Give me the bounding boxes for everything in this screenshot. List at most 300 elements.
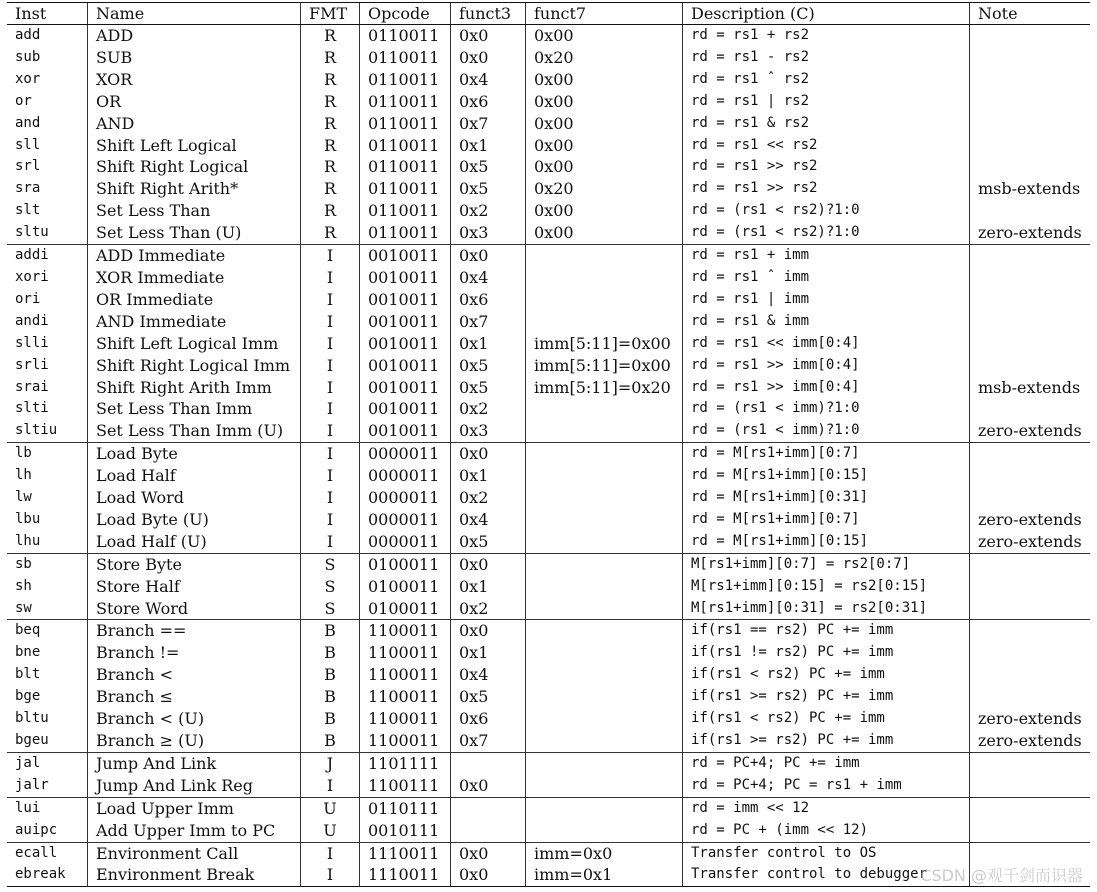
table-row — [7, 864, 1090, 886]
cell-funct3: 0x0 — [451, 775, 526, 797]
cell-funct7 — [526, 509, 683, 531]
cell-note — [970, 864, 1090, 886]
cell-description: Transfer control to OS — [683, 842, 970, 864]
cell-opcode: 0010111 — [360, 820, 451, 842]
table-row — [7, 443, 1090, 465]
cell-note — [970, 820, 1090, 842]
cell-note: zero-extends — [970, 730, 1090, 752]
cell-opcode: 1100011 — [360, 620, 451, 642]
table-row — [7, 487, 1090, 509]
cell-fmt: R — [301, 69, 360, 91]
table-row — [7, 245, 1090, 267]
cell-note — [970, 333, 1090, 355]
cell-fmt: I — [301, 333, 360, 355]
cell-inst: lh — [15, 467, 32, 484]
cell-note — [970, 576, 1090, 598]
cell-funct3: 0x0 — [451, 864, 526, 886]
cell-note — [970, 642, 1090, 664]
cell-funct7 — [526, 311, 683, 333]
cell-funct7 — [526, 267, 683, 289]
table-row — [7, 820, 1090, 842]
cell-funct3: 0x0 — [451, 245, 526, 267]
cell-note — [970, 842, 1090, 864]
cell-funct7 — [526, 245, 683, 267]
table-header-row — [7, 3, 1090, 25]
cell-name: Shift Left Logical Imm — [88, 333, 301, 355]
cell-note — [970, 156, 1090, 178]
cell-opcode: 0110011 — [360, 135, 451, 157]
table-row — [7, 620, 1090, 642]
cell-funct3: 0x6 — [451, 289, 526, 311]
cell-funct7: imm=0x0 — [526, 842, 683, 864]
cell-inst: slt — [15, 202, 41, 219]
cell-inst: ori — [15, 290, 41, 307]
table-row — [7, 398, 1090, 420]
table-row — [7, 708, 1090, 730]
cell-description: rd = (rs1 < imm)?1:0 — [683, 398, 970, 420]
cell-inst: auipc — [15, 821, 58, 838]
cell-note: zero-extends — [970, 420, 1090, 442]
cell-opcode: 0010011 — [360, 398, 451, 420]
cell-note — [970, 113, 1090, 135]
table-row — [7, 686, 1090, 708]
cell-opcode: 0100011 — [360, 598, 451, 620]
cell-fmt: U — [301, 797, 360, 819]
cell-fmt: J — [301, 752, 360, 774]
cell-funct3: 0x5 — [451, 355, 526, 377]
cell-description: rd = rs1 | imm — [683, 289, 970, 311]
cell-funct7 — [526, 752, 683, 774]
cell-funct7 — [526, 487, 683, 509]
cell-inst: sra — [15, 180, 41, 197]
cell-description: M[rs1+imm][0:31] = rs2[0:31] — [683, 598, 970, 620]
cell-fmt: I — [301, 465, 360, 487]
cell-funct7 — [526, 730, 683, 752]
cell-inst: add — [15, 27, 41, 43]
cell-description: rd = M[rs1+imm][0:15] — [683, 465, 970, 487]
cell-description: rd = M[rs1+imm][0:15] — [683, 531, 970, 553]
table-row — [7, 289, 1090, 311]
rv32i-instruction-table — [7, 2, 1090, 887]
cell-inst: jalr — [15, 776, 49, 793]
cell-name: Branch == — [88, 620, 301, 642]
cell-opcode: 0010011 — [360, 311, 451, 333]
cell-fmt: I — [301, 864, 360, 886]
cell-inst: srai — [15, 378, 49, 395]
cell-opcode: 0110111 — [360, 797, 451, 819]
cell-note: zero-extends — [970, 222, 1090, 244]
cell-funct3: 0x1 — [451, 642, 526, 664]
cell-opcode: 1100011 — [360, 642, 451, 664]
cell-note — [970, 355, 1090, 377]
cell-name: Branch ≥ (U) — [88, 730, 301, 752]
cell-inst: sub — [15, 48, 41, 65]
cell-name: ADD Immediate — [88, 245, 301, 267]
cell-note — [970, 465, 1090, 487]
cell-opcode: 1100011 — [360, 730, 451, 752]
cell-opcode: 0000011 — [360, 531, 451, 553]
table-row — [7, 465, 1090, 487]
cell-funct3: 0x6 — [451, 91, 526, 113]
cell-funct7 — [526, 775, 683, 797]
cell-name: Set Less Than Imm (U) — [88, 420, 301, 442]
cell-funct7: 0x20 — [526, 178, 683, 200]
cell-note — [970, 311, 1090, 333]
cell-note — [970, 245, 1090, 267]
cell-description: rd = (rs1 < rs2)?1:0 — [683, 222, 970, 244]
cell-name: Shift Left Logical — [88, 135, 301, 157]
cell-opcode: 0110011 — [360, 200, 451, 222]
cell-funct7 — [526, 443, 683, 465]
cell-inst: sh — [15, 577, 32, 594]
table-row — [7, 797, 1090, 819]
cell-inst: or — [15, 92, 32, 109]
cell-description: if(rs1 != rs2) PC += imm — [683, 642, 970, 664]
cell-description: if(rs1 >= rs2) PC += imm — [683, 730, 970, 752]
cell-description: if(rs1 < rs2) PC += imm — [683, 708, 970, 730]
cell-funct3: 0x5 — [451, 377, 526, 399]
cell-note — [970, 487, 1090, 509]
cell-opcode: 0000011 — [360, 509, 451, 531]
table-row — [7, 267, 1090, 289]
cell-description: rd = M[rs1+imm][0:31] — [683, 487, 970, 509]
cell-description: if(rs1 == rs2) PC += imm — [683, 620, 970, 642]
cell-funct7 — [526, 820, 683, 842]
cell-note — [970, 47, 1090, 69]
cell-inst: blt — [15, 666, 41, 683]
cell-inst: lhu — [15, 532, 41, 549]
cell-name: Jump And Link Reg — [88, 775, 301, 797]
cell-opcode: 0010011 — [360, 355, 451, 377]
cell-fmt: I — [301, 398, 360, 420]
cell-inst: bne — [15, 644, 41, 661]
cell-opcode: 0010011 — [360, 333, 451, 355]
cell-name: Load Byte (U) — [88, 509, 301, 531]
cell-fmt: R — [301, 178, 360, 200]
cell-note — [970, 686, 1090, 708]
header-opcode: Opcode — [360, 3, 451, 25]
cell-note — [970, 598, 1090, 620]
cell-funct7: imm[5:11]=0x00 — [526, 355, 683, 377]
cell-description: rd = rs1 >> imm[0:4] — [683, 377, 970, 399]
cell-opcode: 0110011 — [360, 25, 451, 47]
cell-funct3: 0x0 — [451, 47, 526, 69]
cell-opcode: 0110011 — [360, 47, 451, 69]
cell-name: XOR — [88, 69, 301, 91]
cell-description: rd = rs1 & imm — [683, 311, 970, 333]
table-body — [7, 25, 1090, 887]
cell-name: XOR Immediate — [88, 267, 301, 289]
table-row — [7, 377, 1090, 399]
cell-inst: sll — [15, 136, 41, 153]
cell-inst: slli — [15, 334, 49, 351]
cell-funct7: 0x00 — [526, 200, 683, 222]
cell-funct3: 0x3 — [451, 222, 526, 244]
cell-name: Shift Right Arith* — [88, 178, 301, 200]
header-funct7: funct7 — [526, 3, 683, 25]
cell-funct3: 0x5 — [451, 531, 526, 553]
cell-description: rd = PC + (imm << 12) — [683, 820, 970, 842]
cell-inst: slti — [15, 400, 49, 417]
cell-inst: sw — [15, 599, 32, 616]
cell-description: if(rs1 >= rs2) PC += imm — [683, 686, 970, 708]
cell-fmt: I — [301, 842, 360, 864]
cell-name: Shift Right Logical Imm — [88, 355, 301, 377]
cell-description: rd = M[rs1+imm][0:7] — [683, 443, 970, 465]
cell-opcode: 0100011 — [360, 553, 451, 575]
cell-opcode: 0110011 — [360, 178, 451, 200]
cell-fmt: I — [301, 377, 360, 399]
cell-inst: xori — [15, 268, 49, 285]
cell-fmt: B — [301, 708, 360, 730]
cell-funct3: 0x5 — [451, 686, 526, 708]
cell-funct3: 0x1 — [451, 333, 526, 355]
instruction-table-wrapper — [7, 2, 1090, 887]
cell-fmt: S — [301, 598, 360, 620]
cell-description: rd = rs1 + rs2 — [683, 25, 970, 47]
cell-opcode: 0110011 — [360, 222, 451, 244]
cell-funct3: 0x7 — [451, 311, 526, 333]
cell-name: Set Less Than (U) — [88, 222, 301, 244]
cell-funct7 — [526, 289, 683, 311]
table-row — [7, 25, 1090, 47]
cell-opcode: 1100011 — [360, 708, 451, 730]
cell-description: rd = PC+4; PC += imm — [683, 752, 970, 774]
cell-funct7 — [526, 642, 683, 664]
cell-note — [970, 69, 1090, 91]
cell-name: Shift Right Logical — [88, 156, 301, 178]
cell-fmt: I — [301, 311, 360, 333]
cell-inst: lbu — [15, 510, 41, 527]
cell-fmt: B — [301, 620, 360, 642]
cell-funct3: 0x5 — [451, 156, 526, 178]
cell-inst: lui — [7, 797, 88, 819]
table-row — [7, 113, 1090, 135]
cell-funct7 — [526, 664, 683, 686]
cell-funct7 — [526, 797, 683, 819]
cell-opcode: 0010011 — [360, 245, 451, 267]
cell-funct7: imm[5:11]=0x00 — [526, 333, 683, 355]
cell-opcode: 1100011 — [360, 664, 451, 686]
cell-funct7: 0x00 — [526, 69, 683, 91]
header-inst: Inst — [7, 3, 88, 25]
cell-description: M[rs1+imm][0:15] = rs2[0:15] — [683, 576, 970, 598]
cell-funct7 — [526, 420, 683, 442]
cell-name: Add Upper Imm to PC — [88, 820, 301, 842]
table-row — [7, 178, 1090, 200]
table-row — [7, 775, 1090, 797]
cell-fmt: I — [301, 509, 360, 531]
cell-opcode: 1110011 — [360, 842, 451, 864]
cell-funct3: 0x2 — [451, 598, 526, 620]
cell-opcode: 0110011 — [360, 91, 451, 113]
cell-name: AND Immediate — [88, 311, 301, 333]
table-row — [7, 576, 1090, 598]
cell-description: rd = rs1 | rs2 — [683, 91, 970, 113]
cell-note — [970, 91, 1090, 113]
cell-note — [970, 200, 1090, 222]
cell-note — [970, 398, 1090, 420]
cell-inst: and — [15, 114, 41, 131]
cell-note — [970, 620, 1090, 642]
cell-description: rd = rs1 + imm — [683, 245, 970, 267]
cell-fmt: I — [301, 531, 360, 553]
table-row — [7, 355, 1090, 377]
cell-funct3: 0x1 — [451, 465, 526, 487]
cell-funct7: 0x00 — [526, 135, 683, 157]
cell-fmt: B — [301, 642, 360, 664]
cell-funct3: 0x0 — [451, 842, 526, 864]
cell-funct3: 0x4 — [451, 664, 526, 686]
cell-fmt: R — [301, 91, 360, 113]
cell-name: Load Half (U) — [88, 531, 301, 553]
header-funct3: funct3 — [451, 3, 526, 25]
cell-funct3: 0x0 — [451, 620, 526, 642]
cell-note: msb-extends — [970, 377, 1090, 399]
cell-inst: bltu — [15, 710, 49, 727]
header-name: Name — [88, 3, 301, 25]
cell-funct7: 0x20 — [526, 47, 683, 69]
cell-fmt: R — [301, 47, 360, 69]
cell-funct3: 0x0 — [451, 443, 526, 465]
cell-name: Environment Break — [88, 864, 301, 886]
cell-funct3 — [451, 752, 526, 774]
table-row — [7, 531, 1090, 553]
cell-description: Transfer control to debugger — [683, 864, 970, 886]
table-row — [7, 200, 1090, 222]
cell-opcode: 0010011 — [360, 267, 451, 289]
cell-description: rd = imm << 12 — [683, 797, 970, 819]
cell-opcode: 0010011 — [360, 289, 451, 311]
cell-name: Jump And Link — [88, 752, 301, 774]
table-row — [7, 311, 1090, 333]
cell-funct3: 0x1 — [451, 135, 526, 157]
cell-opcode: 0110011 — [360, 156, 451, 178]
cell-opcode: 0000011 — [360, 443, 451, 465]
cell-name: Branch != — [88, 642, 301, 664]
cell-note — [970, 443, 1090, 465]
cell-note — [970, 797, 1090, 819]
cell-funct7 — [526, 708, 683, 730]
cell-name: Shift Right Arith Imm — [88, 377, 301, 399]
cell-fmt: R — [301, 113, 360, 135]
header-fmt: FMT — [301, 3, 360, 25]
cell-note — [970, 752, 1090, 774]
cell-name: Branch < — [88, 664, 301, 686]
cell-funct3: 0x7 — [451, 113, 526, 135]
cell-name: Load Upper Imm — [88, 797, 301, 819]
cell-name: Set Less Than Imm — [88, 398, 301, 420]
table-row — [7, 509, 1090, 531]
cell-description: rd = rs1 << imm[0:4] — [683, 333, 970, 355]
cell-inst: bge — [15, 688, 41, 705]
cell-name: Load Word — [88, 487, 301, 509]
cell-name: AND — [88, 113, 301, 135]
cell-opcode: 0010011 — [360, 420, 451, 442]
cell-funct3: 0x0 — [451, 25, 526, 47]
cell-fmt: R — [301, 200, 360, 222]
cell-name: SUB — [88, 47, 301, 69]
cell-description: rd = (rs1 < imm)?1:0 — [683, 420, 970, 442]
cell-fmt: B — [301, 730, 360, 752]
table-row — [7, 135, 1090, 157]
table-row — [7, 420, 1090, 442]
cell-name: Store Word — [88, 598, 301, 620]
cell-funct7: 0x00 — [526, 25, 683, 47]
cell-funct7 — [526, 598, 683, 620]
cell-opcode: 0100011 — [360, 576, 451, 598]
cell-funct7 — [526, 465, 683, 487]
cell-opcode: 1110011 — [360, 864, 451, 886]
table-row — [7, 91, 1090, 113]
cell-opcode: 0010011 — [360, 377, 451, 399]
cell-description: rd = rs1 >> rs2 — [683, 156, 970, 178]
table-row — [7, 730, 1090, 752]
table-row — [7, 842, 1090, 864]
cell-note — [970, 775, 1090, 797]
cell-name: Set Less Than — [88, 200, 301, 222]
cell-fmt: R — [301, 222, 360, 244]
watermark: CSDN @观千剑而识器 — [920, 866, 1083, 885]
table-row — [7, 69, 1090, 91]
cell-funct3: 0x4 — [451, 509, 526, 531]
cell-fmt: I — [301, 443, 360, 465]
cell-funct7 — [526, 553, 683, 575]
cell-note — [970, 553, 1090, 575]
cell-name: Branch ≤ — [88, 686, 301, 708]
cell-funct3: 0x6 — [451, 708, 526, 730]
cell-note — [970, 25, 1090, 47]
cell-opcode: 0000011 — [360, 465, 451, 487]
cell-note — [970, 267, 1090, 289]
cell-funct3: 0x2 — [451, 200, 526, 222]
cell-funct3: 0x5 — [451, 178, 526, 200]
cell-name: OR Immediate — [88, 289, 301, 311]
cell-description: rd = rs1 >> imm[0:4] — [683, 355, 970, 377]
cell-name: Load Half — [88, 465, 301, 487]
table-row — [7, 598, 1090, 620]
cell-description: rd = rs1 ˆ rs2 — [683, 69, 970, 91]
table-row — [7, 222, 1090, 244]
cell-funct7 — [526, 686, 683, 708]
cell-inst: ecall — [7, 842, 88, 864]
cell-opcode: 1101111 — [360, 752, 451, 774]
cell-note — [970, 289, 1090, 311]
cell-note: zero-extends — [970, 531, 1090, 553]
cell-inst: addi — [7, 245, 88, 267]
cell-inst: xor — [15, 70, 41, 87]
cell-funct7: 0x00 — [526, 91, 683, 113]
cell-inst: sltiu — [15, 422, 58, 439]
cell-fmt: I — [301, 355, 360, 377]
cell-inst: ebreak — [7, 864, 88, 886]
cell-inst: bgeu — [15, 732, 49, 748]
cell-description: rd = rs1 - rs2 — [683, 47, 970, 69]
cell-opcode: 0110011 — [360, 69, 451, 91]
cell-inst: srli — [15, 356, 49, 373]
cell-inst: andi — [15, 312, 49, 329]
cell-funct3: 0x2 — [451, 487, 526, 509]
cell-funct3 — [451, 820, 526, 842]
cell-funct7: 0x00 — [526, 222, 683, 244]
cell-description: rd = PC+4; PC = rs1 + imm — [683, 775, 970, 797]
table-row — [7, 333, 1090, 355]
table-row — [7, 47, 1090, 69]
cell-opcode: 1100111 — [360, 775, 451, 797]
cell-fmt: I — [301, 245, 360, 267]
cell-name: Store Byte — [88, 553, 301, 575]
cell-name: ADD — [88, 25, 301, 47]
